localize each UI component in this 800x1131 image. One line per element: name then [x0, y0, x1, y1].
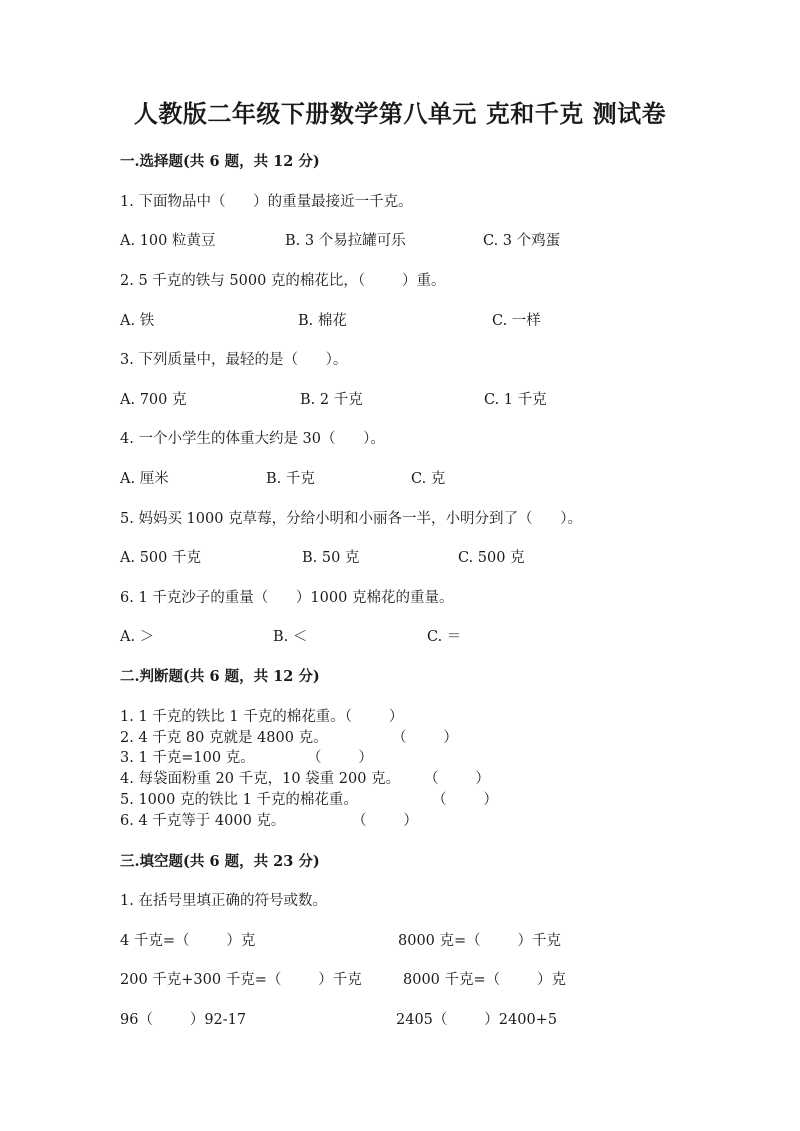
option-a: A. 500 千克 [120, 550, 201, 566]
answer-blank: （ ） [432, 792, 498, 808]
option-c: C. 克 [411, 471, 446, 487]
judgment-item: 1. 1 千克的铁比 1 千克的棉花重。（ ） [120, 709, 404, 725]
fill-item: 4 千克=（ ）克 [120, 933, 256, 949]
option-a: A. 100 粒黄豆 [120, 233, 216, 249]
option-a: A. 700 克 [120, 392, 187, 408]
section-heading-choice: 一.选择题(共 6 题，共 12 分) [120, 153, 320, 170]
question-text: 2. 5 千克的铁与 5000 克的棉花比，（ ）重。 [120, 273, 446, 289]
option-c: C. ＝ [427, 629, 462, 645]
option-b: B. 3 个易拉罐可乐 [285, 233, 406, 249]
page-title: 人教版二年级下册数学第八单元 克和千克 测试卷 [133, 99, 667, 128]
answer-blank: （ ） [352, 813, 418, 829]
option-c: C. 一样 [492, 313, 541, 329]
fill-item: 2405（ ）2400+5 [396, 1012, 558, 1028]
answer-blank: （ ） [392, 730, 458, 746]
option-b: B. 2 千克 [300, 392, 363, 408]
option-a: A. 厘米 [120, 471, 169, 487]
question-text: 4. 一个小学生的体重大约是 30（ ）。 [120, 431, 385, 447]
option-b: B. 50 克 [302, 550, 360, 566]
question-text: 6. 1 千克沙子的重量（ ）1000 克棉花的重量。 [120, 590, 454, 606]
section-heading-judgment: 二.判断题(共 6 题，共 12 分) [120, 668, 320, 685]
fill-item: 8000 千克=（ ）克 [403, 972, 567, 988]
judgment-item: 5. 1000 克的铁比 1 千克的棉花重。 [120, 792, 358, 808]
option-b: B. 千克 [266, 471, 315, 487]
question-text: 3. 下列质量中，最轻的是（ ）。 [120, 352, 348, 368]
option-c: C. 500 克 [458, 550, 525, 566]
section-heading-fill: 三.填空题(共 6 题，共 23 分) [120, 853, 320, 870]
question-text: 1. 在括号里填正确的符号或数。 [120, 893, 327, 909]
judgment-item: 6. 4 千克等于 4000 克。 [120, 813, 286, 829]
judgment-item: 2. 4 千克 80 克就是 4800 克。 [120, 730, 328, 746]
answer-blank: （ ） [424, 771, 490, 787]
answer-blank: （ ） [307, 750, 373, 766]
fill-item: 8000 克=（ ）千克 [398, 933, 562, 949]
option-b: B. ＜ [273, 629, 308, 645]
option-b: B. 棉花 [298, 313, 347, 329]
option-a: A. 铁 [120, 313, 155, 329]
option-c: C. 3 个鸡蛋 [483, 233, 561, 249]
fill-item: 200 千克+300 千克=（ ）千克 [120, 972, 362, 988]
option-a: A. ＞ [120, 629, 155, 645]
judgment-item: 3. 1 千克=100 克。 [120, 750, 255, 766]
question-text: 1. 下面物品中（ ）的重量最接近一千克。 [120, 194, 413, 210]
fill-item: 96（ ）92-17 [120, 1012, 247, 1028]
judgment-item: 4. 每袋面粉重 20 千克，10 袋重 200 克。 [120, 771, 401, 787]
question-text: 5. 妈妈买 1000 克草莓，分给小明和小丽各一半，小明分到了（ ）。 [120, 511, 582, 527]
option-c: C. 1 千克 [484, 392, 547, 408]
